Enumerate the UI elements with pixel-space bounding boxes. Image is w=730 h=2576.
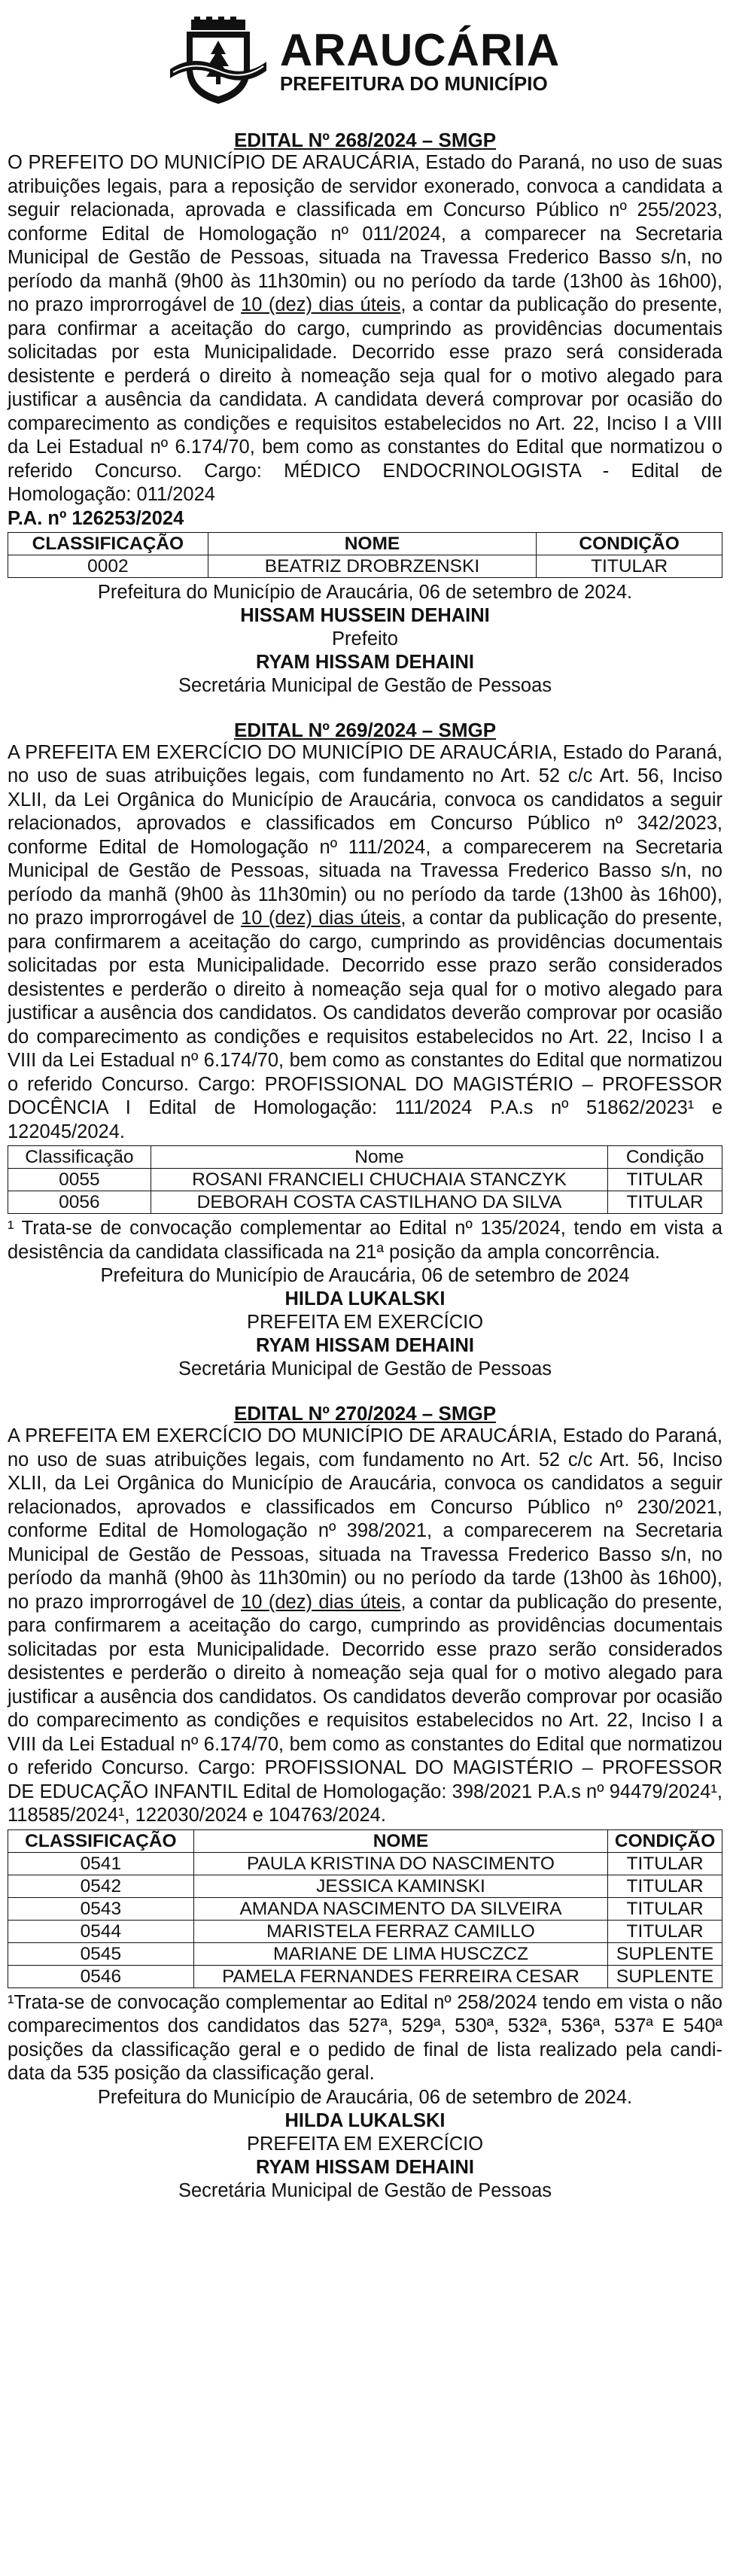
table-header-row xyxy=(8,532,722,555)
column-header: Classificação xyxy=(8,1146,151,1169)
name-cell: MARISTELA FERRAZ CAMILLO xyxy=(193,1920,607,1942)
place-date: Prefeitura do Município de Araucária, 06 de setembro de 2024. xyxy=(97,2086,633,2108)
table-row xyxy=(8,1965,722,1988)
footnote: ¹ Trata-se de convocação complementar ao Edital nº 135/2024, tendo em vista a desistência da candidata classificada na 21ª posição da ampla concorrência. xyxy=(8,1218,722,1263)
edital-268 xyxy=(8,129,722,698)
signer-name: RYAM HISSAM DEHAINI xyxy=(256,2156,474,2178)
table-row xyxy=(8,1875,722,1897)
name-cell: BEATRIZ DROBRZENSKI xyxy=(208,555,537,577)
condition-cell: TITULAR xyxy=(608,1920,722,1942)
footnote: ¹Trata-se de convocação complementar ao Edital nº 258/2024 tendo em vista o não comparecimentos dos candidatos das 527ª, 529ª, 530ª, 532ª, 536ª, 537ª E 540ª posições da classificação geral e o pedido de final de lista realizado pela candi- data da 535 posição da classificação geral. xyxy=(8,1991,722,2084)
column-header: Nome xyxy=(151,1146,607,1169)
place-date: Prefeitura do Município de Araucária, 06 de setembro de 2024. xyxy=(97,581,633,603)
municipal-crest-logo xyxy=(170,17,266,105)
condition-cell: TITULAR xyxy=(608,1169,722,1191)
body-text-part: , a contar da publicação do presente, para confirmar a aceitação do cargo, cumprindo as providências documentais solicitadas por esta Municipalidade. Decorrido esse prazo será considerada desistente e perderá o direito à nomeação seja qual for o motivo alegado para justificar a ausência da candidata. A candidata deverá comprovar por ocasião do comparecimento as condições e requisitos estabelecidos no Art. 22, Inciso I a VIII da Lei Estadual nº 6.174/70, bem como as constantes do Edital que normatizou o referido Concurso. Cargo: MÉDICO ENDOCRINOLOGISTA - Edital de Homologação: 011/2024 xyxy=(8,294,722,505)
signer-role: Prefeito xyxy=(332,628,398,649)
name-cell: JESSICA KAMINSKI xyxy=(193,1875,607,1897)
body-text-part: A PREFEITA EM EXERCÍCIO DO MUNICÍPIO DE ARAUCÁRIA, Estado do Paraná, no uso de suas atribuições legais, com fundamento no Art. 52 c/c Art. 56, Inciso XLII, da Lei Orgânica do Município de Araucária, convoca os candidatos a seguir relacionados, aprovados e classificados em Concurso Público nº 230/2021, conforme Edital de Homologação nº 398/2021, a comparecerem na Secretaria Municipal de Gestão de Pessoas, situada na Travessa Frederico Basso s/n, no período da manhã (9h00 às 11h30min) ou no período da tarde (13h00 às 16h00), no prazo improrrogável de xyxy=(8,1425,722,1613)
name-cell: DEBORAH COSTA CASTILHANO DA SILVA xyxy=(151,1191,607,1214)
table-row xyxy=(8,1897,722,1920)
condition-cell: SUPLENTE xyxy=(608,1942,722,1965)
name-cell: PAULA KRISTINA DO NASCIMENTO xyxy=(193,1852,607,1875)
signer-name: HILDA LUKALSKI xyxy=(284,2109,446,2131)
column-header: CLASSIFICAÇÃO xyxy=(8,532,208,555)
condition-cell: SUPLENTE xyxy=(608,1965,722,1988)
body-text-part: O PREFEITO DO MUNICÍPIO DE ARAUCÁRIA, Estado do Paraná, no uso de suas atribuições legais, para a reposição de servidor exonerado, convoca a candidata a seguir relacionada, aprovada e classificada em Concurso Público nº 255/2023, conforme Edital de Homologação nº 011/2024, a comparecer na Secretaria Municipal de Gestão de Pessoas, situada na Travessa Frederico Basso s/n, no período da manhã (9h00 às 11h30min) ou no período da tarde (13h00 às 16h00), no prazo improrrogável de xyxy=(8,152,722,315)
classification-cell: 0546 xyxy=(8,1965,194,1988)
edital-body xyxy=(8,1425,722,1828)
classification-cell: 0543 xyxy=(8,1897,194,1920)
classification-cell: 0055 xyxy=(8,1169,151,1191)
deadline-text: 10 (dez) dias úteis xyxy=(241,1591,401,1613)
candidates-table xyxy=(8,532,722,578)
signer-role: Secretária Municipal de Gestão de Pessoas xyxy=(178,2179,552,2201)
pa-number: P.A. nº 126253/2024 xyxy=(8,507,184,529)
condition-cell: TITULAR xyxy=(608,1897,722,1920)
edital-270 xyxy=(8,1402,722,2203)
edital-title: EDITAL Nº 270/2024 – SMGP xyxy=(233,1402,497,1425)
signer-name: RYAM HISSAM DEHAINI xyxy=(256,651,474,673)
table-row xyxy=(8,1852,722,1875)
column-header: CONDIÇÃO xyxy=(537,532,722,555)
body-text-part: , a contar da publicação do presente, para confirmarem a aceitação do cargo, cumprindo as providências documentais solicitadas por esta Municipalidade. Decorrido esse prazo serão considerados desistentes e perderão o direito à nomeação seja qual for o motivo alegado para justificar a ausência dos candidatos. Os candidatos deverão comprovar por ocasião do comparecimento as condições e requisitos estabelecidos no Art. 22, Inciso I a VIII da Lei Estadual nº 6.174/70, bem como as constantes do Edital que normatizou o referido Concurso. Cargo: PROFISSIONAL DO MAGISTÉRIO – PROFESSOR DE EDUCAÇÃO INFANTIL Edital de Homologação: 398/2021 P.A.s nº 94479/2024¹, 118585/2024¹, 122030/2024 e 104763/2024. xyxy=(8,1591,722,1826)
name-cell: ROSANI FRANCIELI CHUCHAIA STANCZYK xyxy=(151,1169,607,1191)
edital-body xyxy=(8,741,722,1145)
condition-cell: TITULAR xyxy=(608,1191,722,1214)
classification-cell: 0545 xyxy=(8,1942,194,1965)
classification-cell: 0542 xyxy=(8,1875,194,1897)
signer-name: RYAM HISSAM DEHAINI xyxy=(256,1335,474,1356)
edital-269 xyxy=(8,719,722,1382)
column-header: CONDIÇÃO xyxy=(608,1829,722,1852)
classification-cell: 0056 xyxy=(8,1191,151,1214)
name-cell: PAMELA FERNANDES FERREIRA CESAR xyxy=(193,1965,607,1988)
candidates-table xyxy=(8,1829,722,1988)
classification-cell: 0544 xyxy=(8,1920,194,1942)
table-row xyxy=(8,1942,722,1965)
org-name: ARAUCÁRIA xyxy=(279,24,561,75)
signer-role: Secretária Municipal de Gestão de Pessoas xyxy=(178,674,552,696)
condition-cell: TITULAR xyxy=(608,1852,722,1875)
column-header: Condição xyxy=(608,1146,722,1169)
classification-cell: 0541 xyxy=(8,1852,194,1875)
column-header: NOME xyxy=(193,1829,607,1852)
name-cell: AMANDA NASCIMENTO DA SILVEIRA xyxy=(193,1897,607,1920)
signer-role: PREFEITA EM EXERCÍCIO xyxy=(246,2133,484,2155)
table-row xyxy=(8,1920,722,1942)
body-text-part: , a contar da publicação do presente, para confirmarem a aceitação do cargo, cumprindo as providências documentais solicitadas por esta Municipalidade. Decorrido esse prazo serão considerados desistentes e perderão o direito à nomeação seja qual for o motivo alegado para justificar a ausência dos candidatos. Os candidatos deverão comprovar por ocasião do comparecimento as condições e requisitos estabelecidos no Art. 22, Inciso I a VIII da Lei Estadual nº 6.174/70, bem como as constantes do Edital que normatizou o referido Concurso. Cargo: PROFISSIONAL DO MAGISTÉRIO – PROFESSOR DOCÊNCIA I Edital de Homologação: 111/2024 P.A.s nº 51862/2023¹ e 122045/2024. xyxy=(8,908,722,1142)
place-date: Prefeitura do Município de Araucária, 06 de setembro de 2024 xyxy=(100,1265,630,1286)
org-subtitle: PREFEITURA DO MUNICÍPIO xyxy=(279,71,548,95)
column-header: NOME xyxy=(208,532,537,555)
column-header: CLASSIFICAÇÃO xyxy=(8,1829,194,1852)
condition-cell: TITULAR xyxy=(537,555,722,577)
table-header-row xyxy=(8,1829,722,1852)
signer-role: PREFEITA EM EXERCÍCIO xyxy=(246,1312,484,1333)
classification-cell: 0002 xyxy=(8,555,208,577)
signer-role: Secretária Municipal de Gestão de Pessoas xyxy=(178,1358,552,1379)
table-row xyxy=(8,1169,722,1191)
body-text-part: A PREFEITA EM EXERCÍCIO DO MUNICÍPIO DE ARAUCÁRIA, Estado do Paraná, no uso de suas atribuições legais, com fundamento no Art. 52 c/c Art. 56, Inciso XLII, da Lei Orgânica do Município de Araucária, convoca os candidatos a seguir relacionados, aprovados e classificados em Concurso Público nº 342/2023, conforme Edital de Homologação nº 111/2024, a comparecerem na Secretaria Municipal de Gestão de Pessoas, situada na Travessa Frederico Basso s/n, no período da manhã (9h00 às 11h30min) ou no período da tarde (13h00 às 16h00), no prazo improrrogável de xyxy=(8,741,722,929)
signer-name: HISSAM HUSSEIN DEHAINI xyxy=(240,604,490,626)
table-row xyxy=(8,1191,722,1214)
condition-cell: TITULAR xyxy=(608,1875,722,1897)
table-header-row xyxy=(8,1146,722,1169)
deadline-text: 10 (dez) dias úteis xyxy=(241,294,401,315)
edital-body xyxy=(8,151,722,507)
candidates-table xyxy=(8,1145,722,1214)
signer-name: HILDA LUKALSKI xyxy=(284,1288,446,1309)
edital-title: EDITAL Nº 269/2024 – SMGP xyxy=(233,718,497,741)
name-cell: MARIANE DE LIMA HUSCZCZ xyxy=(193,1942,607,1965)
letterhead xyxy=(8,14,722,108)
deadline-text: 10 (dez) dias úteis xyxy=(241,908,401,929)
edital-title: EDITAL Nº 268/2024 – SMGP xyxy=(233,129,497,151)
table-row xyxy=(8,555,722,577)
